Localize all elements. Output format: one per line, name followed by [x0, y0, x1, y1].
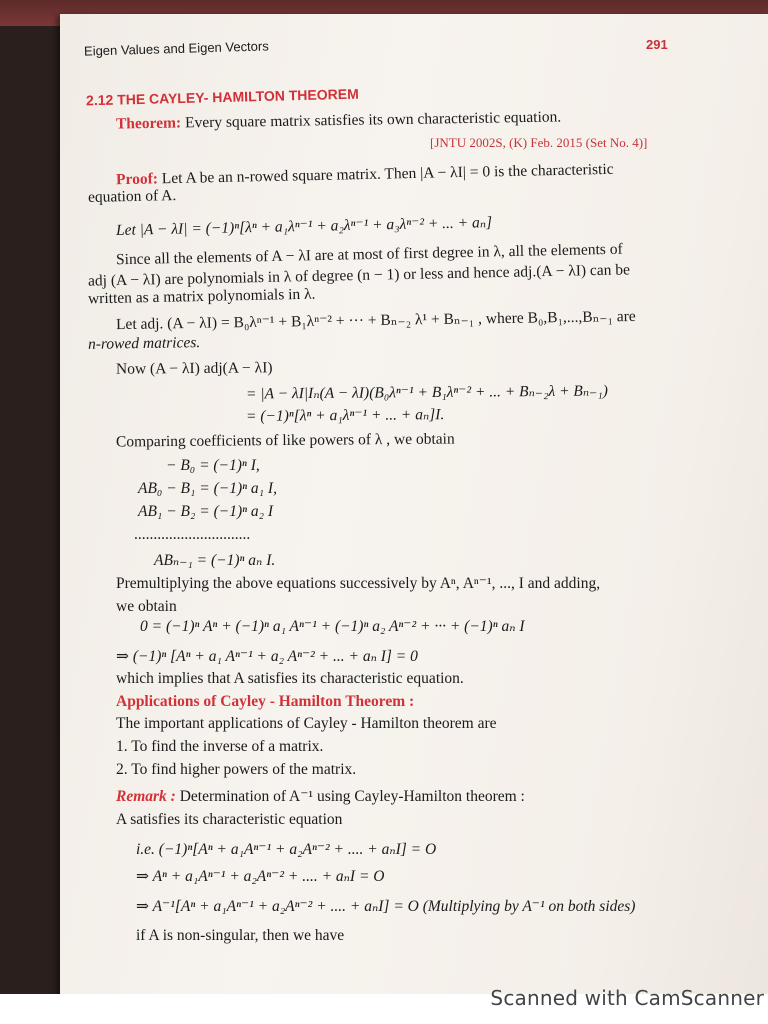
- since-line-1: Since all the elements of A − λI are at most of first degree in λ, all the elements of: [115, 240, 623, 269]
- remark-line-2: A satisfies its characteristic equation: [116, 811, 343, 828]
- application-item-2: 2. To find higher powers of the matrix.: [116, 761, 357, 778]
- coeff-eq-last: ABₙ₋₁ = (−1)ⁿ aₙ I.: [154, 552, 276, 569]
- dotted-separator: ..............................: [134, 526, 251, 543]
- theorem-label: Theorem:: [115, 114, 182, 133]
- now-line: Now (A − λI) adj(A − λI): [115, 359, 273, 378]
- implies-equation: ⇒ (−1)ⁿ [Aⁿ + a₁ Aⁿ⁻¹ + a₂ Aⁿ⁻² + ... + aₙ I] = 0: [116, 648, 418, 665]
- proof-label: Proof:: [115, 170, 159, 189]
- proof-text: Let A be an n-rowed square matrix. Then |A − λI| = 0 is the characteristic: [161, 160, 614, 188]
- remark-ie-equation: i.e. (−1)ⁿ[Aⁿ + a₁Aⁿ⁻¹ + a₂Aⁿ⁻² + .... + aₙI] = O: [136, 841, 437, 858]
- section-heading: 2.12 THE CAYLEY- HAMILTON THEOREM: [85, 85, 359, 109]
- theorem-text: Every square matrix satisfies its own characteristic equation.: [184, 108, 562, 132]
- remark-label: Remark :: [116, 788, 176, 805]
- applications-intro: The important applications of Cayley - Hamilton theorem are: [116, 715, 497, 732]
- remark-line: [116, 788, 525, 806]
- adj-expansion-cont: n-rowed matrices.: [87, 334, 201, 353]
- book-page: [60, 14, 768, 999]
- premultiplying-line: Premultiplying the above equations successively by Aⁿ, Aⁿ⁻¹, ..., I and adding,: [116, 575, 601, 592]
- product-eq-1: = |A − λI|Iₙ(A − λI)(B₀λⁿ⁻¹ + B₁λⁿ⁻² + ... + Bₙ₋₂λ + Bₙ₋₁): [245, 382, 608, 403]
- product-eq-2: = (−1)ⁿ[λⁿ + a₁λⁿ⁻¹ + ... + aₙ]I.: [245, 406, 445, 425]
- page-number: 291: [646, 37, 668, 52]
- since-line-2: adj (A − λI) are polynomials in λ of degree (n − 1) or less and hence adj.(A − λI) can be: [87, 261, 631, 290]
- theorem-statement: [116, 109, 561, 134]
- coeff-eq-1: − B₀ = (−1)ⁿ I,: [166, 457, 260, 474]
- sum-equation: 0 = (−1)ⁿ Aⁿ + (−1)ⁿ a₁ Aⁿ⁻¹ + (−1)ⁿ a₂ Aⁿ⁻² + ··· + (−1)ⁿ aₙ I: [140, 618, 525, 635]
- coeff-eq-3: AB₁ − B₂ = (−1)ⁿ a₂ I: [138, 503, 274, 520]
- remark-text: Determination of A⁻¹ using Cayley-Hamilton theorem :: [179, 788, 525, 805]
- since-line-3: written as a matrix polynomials in λ.: [87, 285, 316, 308]
- applications-heading: Applications of Cayley - Hamilton Theorem :: [116, 693, 415, 710]
- coeff-eq-2: AB₀ − B₁ = (−1)ⁿ a₁ I,: [138, 480, 277, 497]
- conclusion-line: which implies that A satisfies its characteristic equation.: [116, 670, 464, 687]
- remark-equation-2: ⇒ Aⁿ + a₁Aⁿ⁻¹ + a₂Aⁿ⁻² + .... + aₙI = O: [136, 868, 385, 885]
- scanner-watermark: Scanned with CamScanner: [490, 986, 764, 1010]
- proof-line-2: equation of A.: [87, 187, 177, 206]
- proof-line-1: [116, 161, 614, 189]
- running-header: Eigen Values and Eigen Vectors: [83, 38, 269, 59]
- remark-last-line: if A is non-singular, then we have: [136, 927, 345, 944]
- remark-equation-3: ⇒ A⁻¹[Aⁿ + a₁Aⁿ⁻¹ + a₂Aⁿ⁻² + .... + aₙI] = O (Multiplying by A⁻¹ on both sides): [136, 898, 636, 915]
- characteristic-polynomial: Let |A − λI| = (−1)ⁿ[λⁿ + a₁λⁿ⁻¹ + a₂λⁿ⁻¹ + a₃λⁿ⁻² + ... + aₙ]: [115, 214, 493, 239]
- comparing-line: Comparing coefficients of like powers of λ , we obtain: [115, 430, 455, 451]
- application-item-1: 1. To find the inverse of a matrix.: [116, 738, 324, 755]
- source-reference: [JNTU 2002S, (K) Feb. 2015 (Set No. 4)]: [430, 135, 648, 150]
- we-obtain-line: we obtain: [116, 598, 177, 615]
- adj-expansion: Let adj. (A − λI) = B₀λⁿ⁻¹ + B₁λⁿ⁻² + ··· + Bₙ₋₂ λ¹ + Bₙ₋₁ , where B₀,B₁,...,Bₙ₋₁ are: [115, 307, 636, 334]
